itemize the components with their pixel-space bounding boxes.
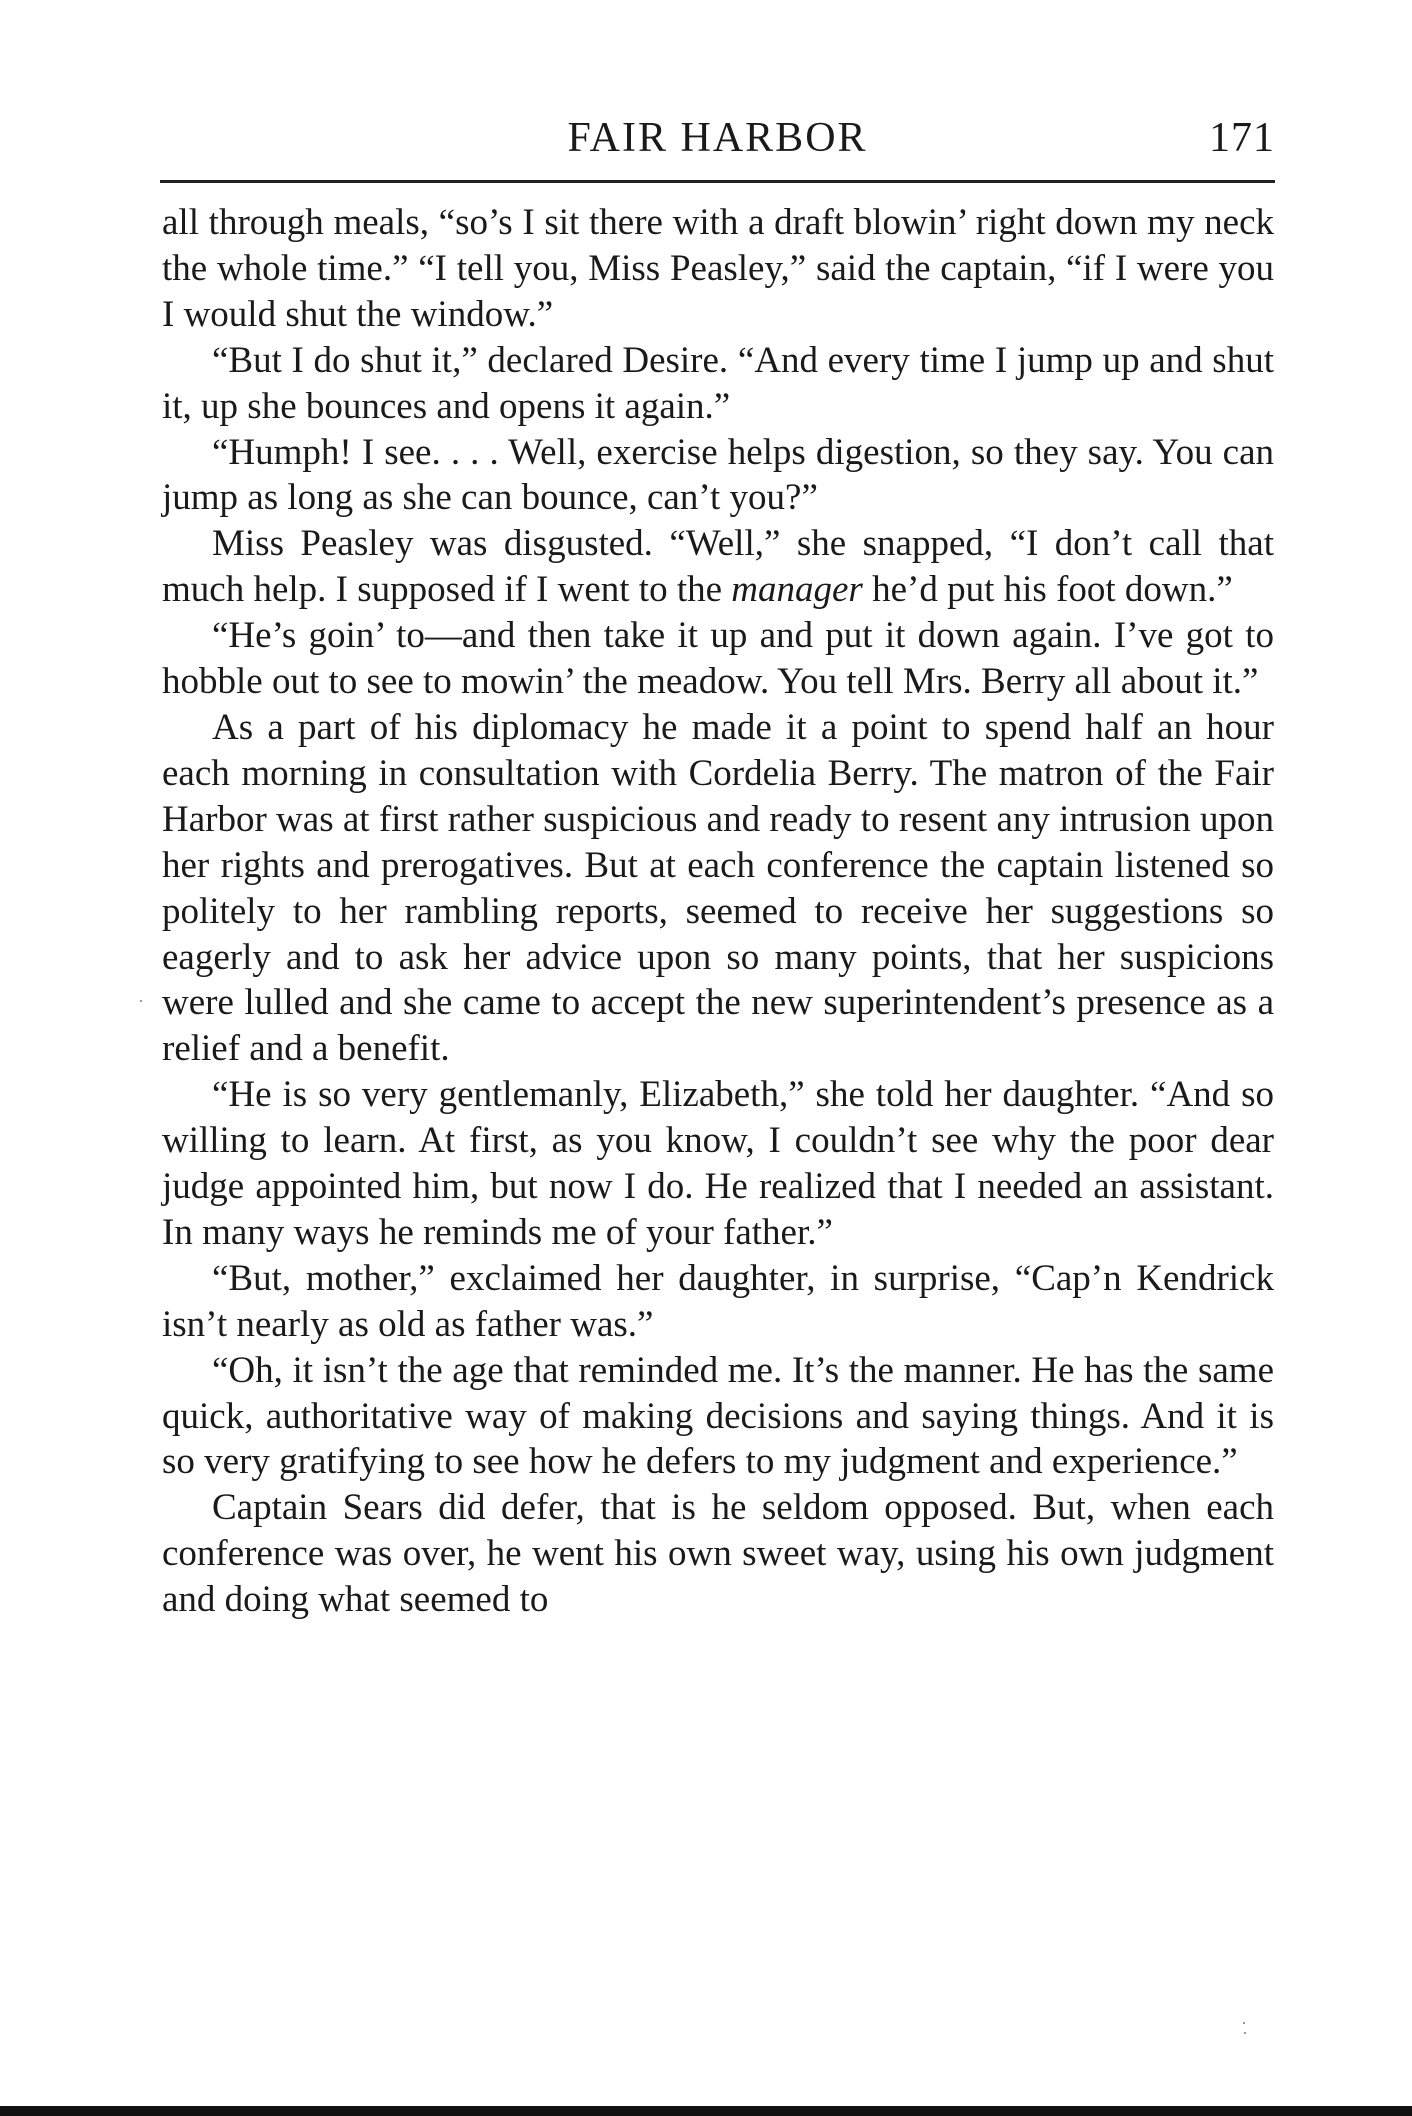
scan-speck: [140, 1000, 142, 1002]
paragraph-3: “Humph! I see. . . . Well, exercise helps digestion, so they say. You can jump as long as she can bounce, can’t you?”: [162, 431, 1274, 519]
paragraph-5: “He’s goin’ to—and then take it up and put it down again. I’ve got to hobble out to see to mowin’ the meadow. You tell Mrs. Berry all about it.”: [162, 615, 1274, 703]
scan-speck: [1243, 2022, 1245, 2024]
running-head: [160, 108, 1275, 168]
paragraph-8: “But, mother,” exclaimed her daughter, in surprise, “Cap’n Kendrick isn’t nearly as old as father was.”: [162, 1257, 1274, 1345]
scan-bottom-edge: [0, 2106, 1412, 2116]
paragraph-4-emphasis: manager: [731, 569, 863, 611]
paragraph-9: “Oh, it isn’t the age that reminded me. It’s the manner. He has the same quick, authoritative way of making decisions and saying things. And it is so very gratifying to see how he defers to my judgment and experience.”: [162, 1349, 1274, 1483]
paragraph-6: As a part of his diplomacy he made it a point to spend half an hour each morning in consultation with Cordelia Berry. The matron of the Fair Harbor was at first rather suspicious and ready to resent any intrusion upon her rights and prerogatives. But at each conference the captain listened so politely to her rambling reports, seemed to receive her suggestions so eagerly and to ask her advice upon so many points, that her suspicions were lulled and she came to accept the new superintendent’s presence as a relief and a benefit.: [162, 706, 1274, 1070]
paragraph-4-text-before: Miss Peasley was disgusted. “Well,” she snapped, “I don’t call that much help. I supposed if I went to the: [162, 523, 1274, 611]
body-text: [162, 200, 1274, 1623]
paragraph-7: “He is so very gentlemanly, Elizabeth,” she told her daughter. “And so willing to learn. At first, as you know, I couldn’t see why the poor dear judge appointed him, but now I do. He realized that I needed an assistant. In many ways he reminds me of your father.”: [162, 1074, 1274, 1253]
paragraph-10: Captain Sears did defer, that is he seldom opposed. But, when each conference was over, he went his own sweet way, using his own judgment and doing what seemed to: [162, 1487, 1274, 1621]
paragraph-1: all through meals, “so’s I sit there with a draft blowin’ right down my neck the whole time.” “I tell you, Miss Peasley,” said the captain, “if I were you I would shut the window.”: [162, 202, 1274, 335]
header-rule: [160, 180, 1275, 183]
page-number: 171: [1209, 115, 1275, 161]
paragraph-2: “But I do shut it,” declared Desire. “And every time I jump up and shut it, up she bounces and opens it again.”: [162, 339, 1274, 427]
paragraph-4-text-after: he’d put his foot down.”: [862, 569, 1233, 611]
scan-speck: [1244, 2032, 1246, 2034]
running-title: FAIR HARBOR: [567, 115, 868, 161]
paragraph-4: [162, 521, 1274, 613]
